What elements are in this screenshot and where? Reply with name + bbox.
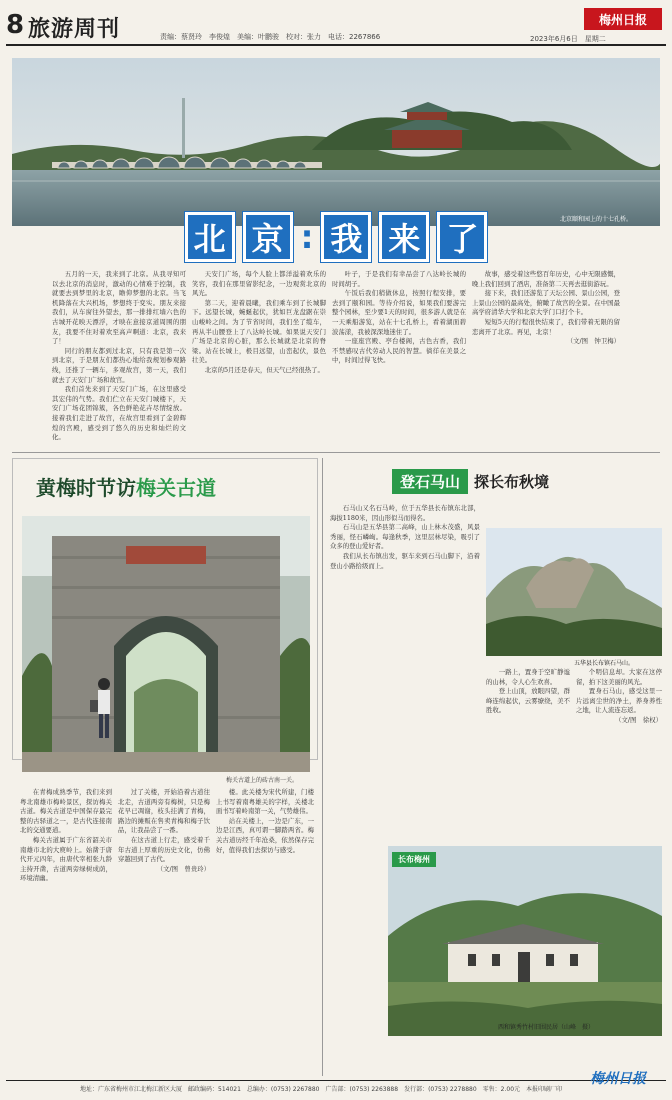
bridge-photo — [12, 58, 660, 226]
paragraph: 石马山是五华县第二高峰，山上林木茂盛，风景秀丽，怪石嶙峋。每逢秋季，这里层林尽染，吸引了众多的登山爱好者。 — [330, 523, 480, 551]
paragraph: 我们首先来到了天安门广场，在这里感受其宏伟的气势。我们伫立在天安门城楼下，天安门广场花团锦簇，各色鲜艳花卉尽情绽放。接着我们走进了故宫，在故宫里看到了金碧辉煌的宫殿，感受到了悠久的历史和灿烂的文化。 — [52, 385, 186, 442]
village-caption: 西和镇秀竹村旧围民居（山峰 摄） — [498, 1024, 595, 1031]
paragraph: 第二天，迎着晨曦，我们乘车到了长城脚下。远望长城，蜿蜒起伏，犹如巨龙盘踞在崇山峻岭之间。为了节省时间，我们坐了缆车，再从半山腰登上了八达岭长城。如果说天安门广场是北京的心脏，那么长城就是北京的脊梁。站在长城上，极目远望，山峦起伏，景色壮美。 — [192, 298, 326, 365]
paragraph: 一路上，置身于空旷静谧的山林，令人心生欢喜。 — [486, 668, 570, 686]
issue-date: 2023年6月6日 星期二 — [530, 35, 606, 43]
beijing-col-3 — [332, 270, 466, 446]
meiguan-col-2 — [118, 788, 210, 1074]
paragraph: 站在关楼上，一边是广东，一边是江西，真可谓一脚踏两省。梅关古道历经千年沧桑，依然保存完好，值得我们去探访与感受。 — [216, 816, 314, 854]
title-char-1: 北 — [185, 212, 235, 262]
title-char-2: 京 — [243, 212, 293, 262]
paper-logo: 梅州日报 — [584, 8, 662, 30]
meiguan-title-prefix: 黄梅时节访 — [36, 476, 136, 500]
paragraph: 短短5天的行程很快结束了，我们带着无限的留恋离开了北京。再见，北京！ — [472, 317, 620, 336]
paragraph: 梅关古道属于广东省韶关市南雄市北的大庾岭上。始凿于唐代开元四年，由唐代宰相张九龄主持开凿，古道两旁绿树成荫，环境清幽。 — [20, 835, 112, 883]
bridge-illustration — [12, 58, 660, 226]
page-header — [0, 0, 672, 50]
mountain-caption: 五华县长布镇石马山。 — [574, 660, 635, 667]
gate-photo — [22, 516, 310, 772]
meiguan-title — [36, 472, 216, 501]
meiguan-col-3 — [216, 788, 314, 1074]
paragraph: 叶子，于是我们有幸品尝了八达岭长城的时间胡子。 — [332, 270, 466, 288]
paragraph: 个明信息却。大家在这停留，拍下这美丽的风光。 — [576, 668, 662, 686]
maoshan-col-1 — [330, 504, 480, 842]
gate-caption: 梅关古道上的砖古南一关。 — [226, 777, 299, 784]
mountain-illustration — [486, 528, 662, 656]
bridge-caption: 北京颐和园上的十七孔桥。 — [560, 216, 633, 223]
meiguan-title-highlight: 梅关古道 — [136, 476, 216, 500]
footer-info: 地址：广东省梅州市江北梅江新区大厦 邮政编码：514021 总编办：(0753) 2267880 广告部：(0753) 2263888 发行部：(0753) 2278880 零售：2.00元 本报印刷厂印 — [80, 1086, 563, 1093]
maoshan-col-3 — [576, 668, 662, 842]
page-number: 8 — [6, 10, 25, 40]
paragraph: 五月的一天，我来到了北京。从我寻知可以去北京的消息时，激动的心情难于控制，我就要去到梦里的北京，瞻仰梦想的北京。当飞机降落在大兴机场，梦想终于变实。朋友来接我们，从车窗往外望去，那一排排红墙六色的古城开花映天漂浮，才映在意接京道周围的朋友，我要不住对着欢至高声啊道：北京，我来了！ — [52, 270, 186, 346]
maoshan-signature: （文/图 徐权） — [615, 715, 662, 724]
maoshan-title-label: 登石马山 — [392, 469, 468, 494]
paragraph: 在青梅成熟季节，我们来到粤北南雄市梅岭景区，探访梅关古道。梅关古道是中国保存最完整的古驿道之一，是古代连接南北的交通要道。 — [20, 788, 112, 835]
staff-credits: 责编：蔡贤玲 李俊煌 美编：叶鹏骏 校对：张力 电话：2267866 — [160, 33, 381, 41]
mountain-photo — [486, 528, 662, 656]
beijing-title — [150, 210, 522, 264]
beijing-col-4 — [472, 270, 620, 446]
paragraph: 石马山又名石马岭，位于五华县长布镇东北部，海拔1180米，因山形似马而得名。 — [330, 504, 480, 522]
village-illustration — [388, 846, 662, 1036]
page-footer — [0, 1071, 672, 1100]
gate-illustration — [22, 516, 310, 772]
paragraph: 午饭后我们稍做休息，按照行程安排，要去到了颐和园。等待介绍说，如果我们要游完整个园林，至少要1天的时间，很多游人就是在一天乘船游览，站在十七孔桥上，看着湖面碧波荡漾，我被深深地迷住了。 — [332, 289, 466, 336]
section-title: 旅游周刊 — [28, 17, 121, 42]
meiguan-col-1 — [20, 788, 112, 1074]
paragraph: 天安门广场，每个人脸上都洋溢着欢乐的笑容，我们在那里留影纪念，一边观赏北京的风光。 — [192, 270, 326, 298]
watermark-logo: 梅州日报 — [590, 1071, 646, 1087]
paragraph: 置身石马山，感受这里一片远离尘世的净土，养身养性之地，让人流连忘返。 — [576, 687, 662, 715]
paragraph: 我们从长布镇出发，驱车来到石马山脚下，沿着登山小路拾级而上。 — [330, 551, 480, 570]
village-badge: 长布梅州 — [392, 852, 436, 867]
paragraph: 楼。此关楼为宋代所建，门楼上书写着南粤雄关的字样，关楼北面书写着岭南第一关，气势雄伟。 — [216, 788, 314, 816]
title-char-5: 了 — [437, 212, 487, 262]
footer-rule — [6, 1080, 666, 1081]
paragraph: 在这古道上行走，感受着千年古道上厚重的历史文化，仿佛穿越回到了古代。 — [118, 835, 210, 864]
section-divider — [12, 452, 660, 453]
paragraph: 登上山顶，放眼四望，群峰连绵起伏，云雾缭绕，美不胜收。 — [486, 687, 570, 715]
beijing-col-1 — [52, 270, 186, 446]
title-colon: : — [300, 218, 314, 256]
maoshan-title-rest: 探长布秋境 — [474, 472, 550, 491]
header-rule — [6, 44, 666, 46]
paragraph: 过了关楼，开始沿着古道往北走，古道两旁有梅树，只是梅花早已凋谢，枝头挂满了青梅，路边的摊贩在售卖青梅和梅子饮品，让我品尝了一番。 — [118, 788, 210, 835]
village-photo — [388, 846, 662, 1036]
beijing-col-2 — [192, 270, 326, 446]
paragraph: 同行的朋友都到过北京，只有我是第一次到北京，于是朋友们都热心地给我规划参观路线，还推了一辆车，多观故宫，第一天，我们就去了天安门广场和故宫。 — [52, 346, 186, 384]
title-char-4: 来 — [379, 212, 429, 262]
meiguan-signature: （文/图 曾贵玲） — [156, 864, 210, 873]
maoshan-col-2 — [486, 668, 570, 842]
title-char-3: 我 — [321, 212, 371, 262]
column-divider — [322, 458, 323, 1076]
paragraph: 接下来，我们还游览了天坛公园、景山公园，登上景山公园的最高处，俯瞰了故宫的全景。在中国最高学府清华大学和北京大学门口打个卡。 — [472, 289, 620, 317]
paragraph: 一座座宫殿、亭台楼阁，古色古香，我们不禁感叹古代劳动人民的智慧。徜徉在美景之中，时间过得飞快。 — [332, 337, 466, 365]
beijing-signature: （文/图 钟卫梅） — [566, 337, 620, 346]
paragraph: 故事，感受着这些悠百年历史，心中无限感慨，晚上我们回到了酒店，准备第二天再去逛街游玩。 — [472, 270, 620, 288]
paragraph: 北京的5月还是春天，但天气已经很热了。 — [204, 365, 324, 374]
maoshan-title — [392, 468, 549, 494]
